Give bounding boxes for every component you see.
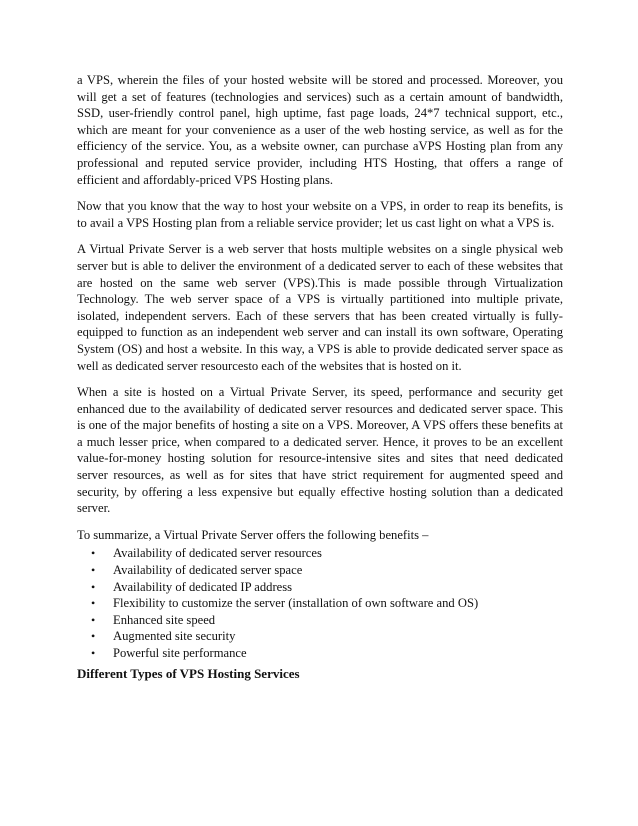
list-item	[77, 645, 563, 662]
bullet-icon: •	[91, 612, 96, 627]
list-item-text: Availability of dedicated IP address	[113, 579, 293, 594]
list-item-text: Powerful site performance	[113, 646, 247, 660]
bullet-icon: •	[91, 646, 96, 660]
benefits-list	[77, 545, 563, 661]
paragraph-vps-features: a VPS, wherein the files of your hosted website will be stored and processed. Moreover, you will get a set of features (technologies and services) such as a certain amount of bandwidth, SSD, user-friendly control panel, high uptime, fast page loads, 24*7 technical support, etc., which are meant for your convenience as a user of the web hosting service, as well as for the efficiency of the service. You, as a website owner, can purchase aVPS Hosting plan from any professional and reputed service provider, including HTS Hosting, that offers a range of efficient and affordably-priced VPS Hosting plans.	[77, 73, 563, 187]
bullet-icon: •	[91, 596, 96, 611]
paragraph-what-is-vps: A Virtual Private Server is a web server that hosts multiple websites on a single physical web server but is able to deliver the environment of a dedicated server to each of these websites that are hosted on the same web server (VPS).This is made possible through Virtualization Technology. The web server space of a VPS is virtually partitioned into multiple private, isolated, independent servers. Each of these servers that has been created virtually is fully-equipped to function as an independent web server and can install its own software, Operating System (OS) and host a website. In this way, a VPS is able to provide dedicated server space as well as dedicated server resourcesto each of the websites that is hosted on it.	[77, 242, 563, 373]
list-item-text: Flexibility to customize the server (installation of own software and OS)	[113, 596, 479, 611]
list-item-text: Availability of dedicated server resources	[113, 546, 322, 561]
list-item	[77, 595, 563, 612]
paragraph-how-to-host: Now that you know that the way to host your website on a VPS, in order to reap its benefits, is to avail a VPS Hosting plan from a reliable service provider; let us cast light on what a VPS is.	[77, 199, 563, 230]
list-item	[77, 612, 563, 629]
list-item-text: Availability of dedicated server space	[113, 563, 303, 578]
list-item-text: Enhanced site speed	[113, 612, 216, 627]
list-item	[77, 628, 563, 645]
bullet-icon: •	[91, 629, 96, 644]
bullet-icon: •	[91, 563, 96, 578]
list-item-text: Augmented site security	[113, 629, 236, 644]
bullet-icon: •	[91, 546, 96, 561]
section-heading: Different Types of VPS Hosting Services	[77, 665, 300, 681]
document-page	[77, 72, 563, 682]
list-item	[77, 579, 563, 596]
paragraph-summary-intro: To summarize, a Virtual Private Server offers the following benefits –	[77, 527, 429, 542]
list-item	[77, 562, 563, 579]
paragraph-vps-benefits: When a site is hosted on a Virtual Private Server, its speed, performance and security get enhanced due to the availability of dedicated server resources and dedicated server space. This is one of the major benefits of hosting a site on a VPS. Moreover, A VPS offers these benefits at a much lesser price, when compared to a dedicated server. Hence, it proves to be an excellent value-for-money hosting solution for resource-intensive sites and sites that need dedicated server resources, as well as for sites that have strict requirement for augmented speed and security, by offering a less expensive but equally effective hosting solution than a dedicated server.	[77, 385, 563, 516]
bullet-icon: •	[91, 579, 96, 594]
list-item	[77, 545, 563, 562]
